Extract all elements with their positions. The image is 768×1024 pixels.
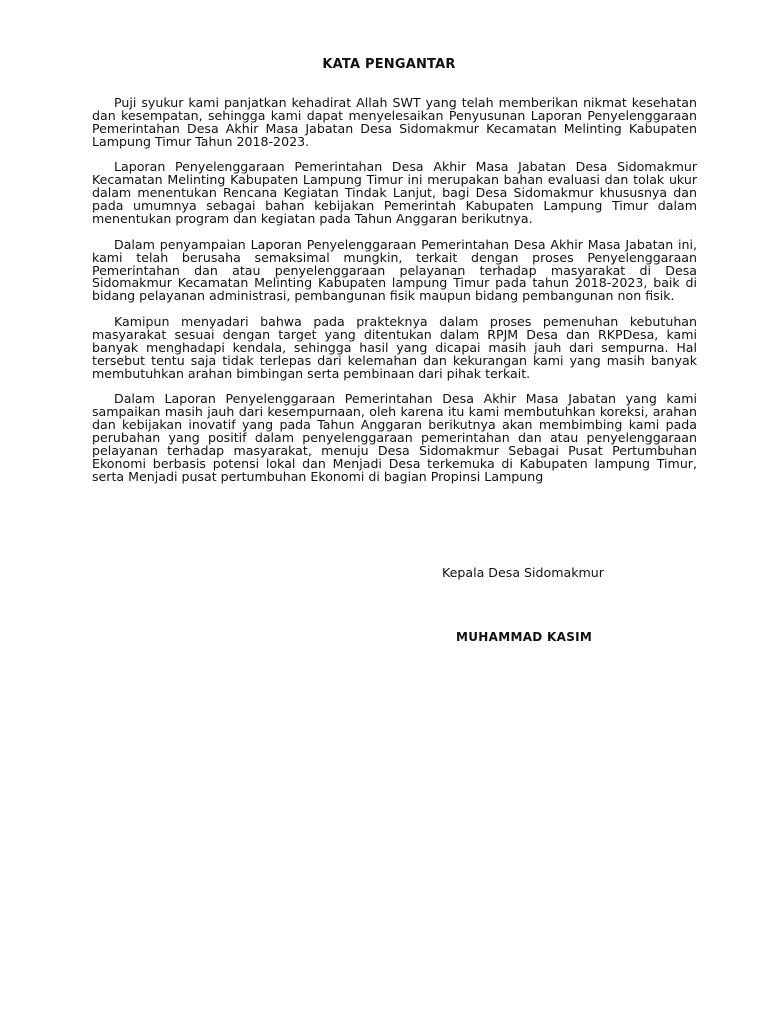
paragraph-4: Kamipun menyadari bahwa pada prakteknya dalam proses pemenuhan kebutuhan masyarakat sesuai dengan target yang ditentukan dalam RPJM Desa dan RKPDesa, kami banyak menghadapi kendala, sehingga hasil yang dicapai masih jauh dari sempurna. Hal tersebut tentu saja tidak terlepas dari kelemahan dan kekurangan kami yang masih banyak membutuhkan arahan bimbingan serta pembinaan dari pihak terkait. [92, 314, 697, 381]
document-title: KATA PENGANTAR [322, 57, 456, 72]
paragraph-3: Dalam penyampaian Laporan Penyelenggaraan Pemerintahan Desa Akhir Masa Jabatan ini, kami telah berusaha semaksimal mungkin, terkait dengan proses Penyelenggaraan Pemerintahan dan atau penyelenggaraan pelayanan terhadap masyarakat di Desa Sidomakmur Kecamatan Melinting Kabupaten lampung Timur pada tahun 2018-2023, baik di bidang pelayanan administrasi, pembangunan fisik maupun bidang pembangunan non fisik. [92, 236, 697, 304]
paragraph-1: Puji syukur kami panjatkan kehadirat Allah SWT yang telah memberikan nikmat kesehatan dan kesempatan, sehingga kami dapat menyelesaikan Penyusunan Laporan Penyelenggaraan Pemerintahan Desa Akhir Masa Jabatan Desa Sidomakmur Kecamatan Melinting Kabupaten Lampung Timur Tahun 2018-2023. [92, 95, 697, 149]
paragraph-5: Dalam Laporan Penyelenggaraan Pemerintahan Desa Akhir Masa Jabatan yang kami sampaikan masih jauh dari kesempurnaan, oleh karena itu kami membutuhkan koreksi, arahan dan kebijakan inovatif yang pada Tahun Anggaran berikutnya akan membimbing kami pada perubahan yang positif dalam penyelenggaraan pemerintahan dan atau penyelenggaraan pelayanan terhadap masyarakat, menuju Desa Sidomakmur Sebagai Pusat Pertumbuhan Ekonomi berbasis potensi lokal dan Menjadi Desa terkemuka di Kabupaten lampung Timur, serta Menjadi pusat pertumbuhan Ekonomi di bagian Propinsi Lampung [92, 391, 697, 484]
signature-role: Kepala Desa Sidomakmur [442, 565, 604, 580]
signature-name: MUHAMMAD KASIM [456, 630, 593, 644]
paragraph-2: Laporan Penyelenggaraan Pemerintahan Desa Akhir Masa Jabatan Desa Sidomakmur Kecamatan Melinting Kabupaten Lampung Timur ini merupakan bahan evaluasi dan tolak ukur dalam menentukan Rencana Kegiatan Tindak Lanjut, bagi Desa Sidomakmur khususnya dan pada umumnya sebagai bahan kebijakan Pemerintah Kabupaten Lampung Timur dalam menentukan program dan kegiatan pada Tahun Anggaran berikutnya. [92, 159, 697, 227]
document-body [92, 97, 697, 497]
